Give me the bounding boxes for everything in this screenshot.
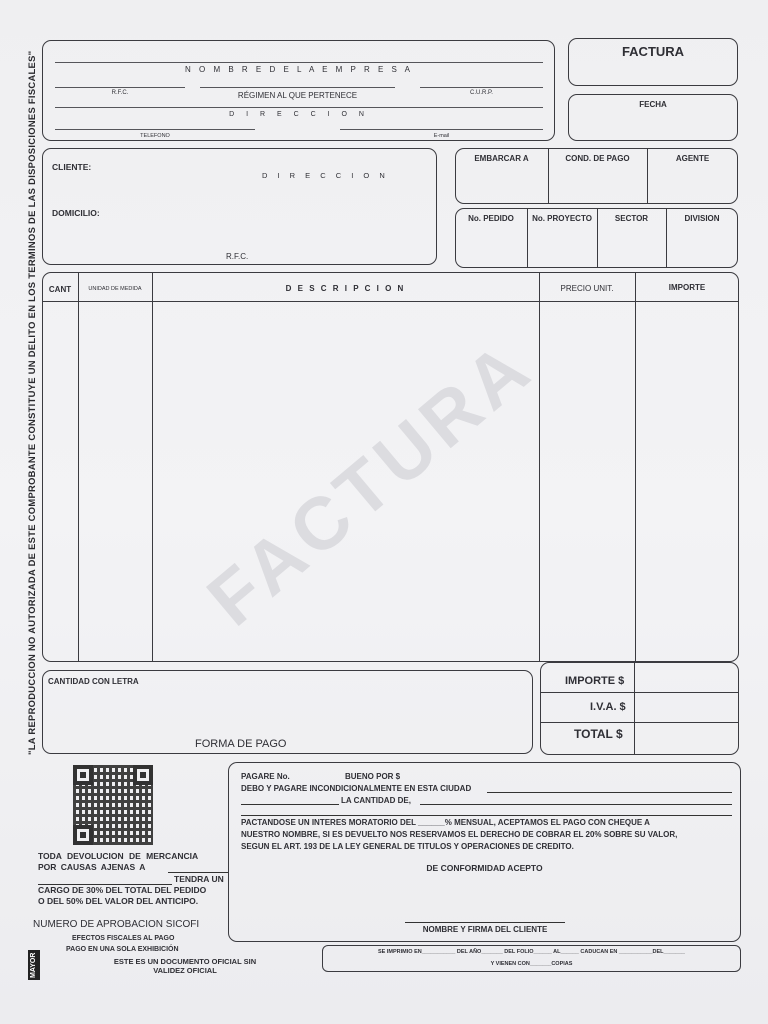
efectos-fiscales: EFECTOS FISCALES AL PAGO [72,935,175,942]
cantidad-letra-label: CANTIDAD CON LETRA [48,677,139,686]
bueno-por-label: BUENO POR $ [345,772,401,781]
client-box [42,148,437,265]
importe-label: IMPORTE $ [565,675,625,687]
pagare-p1: PACTANDOSE UN INTERES MORATORIO DEL ______% MENSUAL, ACEPTAMOS EL PAGO CON CHEQUE A [241,818,650,827]
col-precio: PRECIO UNIT. [560,284,614,293]
firma-cliente-label: NOMBRE Y FIRMA DEL CLIENTE [422,925,548,934]
col-cant: CANT [48,285,72,294]
forma-pago-label: FORMA DE PAGO [195,738,287,750]
devolucion-line4: CARGO DE 30% DEL TOTAL DEL PEDIDO [38,885,207,895]
rfc-label: R.F.C. [111,90,129,96]
col-descripcion: D E S C R I P C I O N [285,284,406,293]
regimen-label: RÉGIMEN AL QUE PERTENECE [237,91,358,100]
pago-exhibicion: PAGO EN UNA SOLA EXHIBICIÓN [66,946,179,953]
iva-label: I.V.A. $ [590,701,626,713]
devolucion-line2: POR CAUSAS AJENAS A [38,862,146,872]
telefono-label: TELEFONO [140,133,170,139]
cond-pago-label: COND. DE PAGO [565,154,630,163]
fecha-label: FECHA [639,100,667,109]
pagare-no-label: PAGARE No. [241,772,290,781]
no-pedido-label: No. PEDIDO [468,214,514,223]
cantidad-de-label: LA CANTIDAD DE, [341,796,411,805]
printer-logo: MAYOR [28,950,40,980]
email-label: E-mail [433,133,450,139]
factura-title: FACTURA [621,44,685,59]
legal-side-text: "LA REPRODUCCION NO AUTORIZADA DE ESTE COMPROBANTE CONSTITUYE UN DELITO EN LOS TERMINOS DE LAS DISPOSICIONES FISCALES" [26,50,37,755]
company-direccion-label: D I R E C C I O N [229,111,369,118]
division-label: DIVISION [684,214,720,223]
qr-code-icon [73,765,153,845]
curp-label: C.U.R.P. [470,90,493,96]
company-name-label: N O M B R E D E L A E M P R E S A [185,65,413,74]
pagare-p3: SEGUN EL ART. 193 DE LA LEY GENERAL DE TITULOS Y OPERACIONES DE CREDITO. [241,842,574,851]
imprenta-line1: SE IMPRIMIO EN___________ DEL AÑO_______ DEL FOLIO______ AL______ CADUCAN EN ___________DEL_______ [378,949,685,955]
no-proyecto-label: No. PROYECTO [532,214,592,223]
col-importe: IMPORTE [668,283,706,292]
col-unidad: UNIDAD DE MEDIDA [88,286,142,292]
cliente-label: CLIENTE: [52,162,92,172]
agente-label: AGENTE [675,154,710,163]
sector-label: SECTOR [614,214,649,223]
conformidad-label: DE CONFORMIDAD ACEPTO [426,863,543,873]
documento-oficial: ESTE ES UN DOCUMENTO OFICIAL SIN [113,957,257,966]
client-direccion-label: D I R E C C I O N [262,171,389,180]
watermark: FACTURA [191,323,549,642]
client-rfc-label: R.F.C. [226,252,249,261]
sicofi-label: NUMERO DE APROBACION SICOFI [33,919,200,930]
devolucion-line5: O DEL 50% DEL VALOR DEL ANTICIPO. [38,896,199,906]
imprenta-line2: Y VIENEN CON_______COPIAS [490,961,573,967]
pagare-p2: NUESTRO NOMBRE, SI ES DEVUELTO NOS RESERVAMOS EL DERECHO DE COBRAR EL 20% SOBRE SU VALOR, [241,830,678,839]
validez-oficial: VALIDEZ OFICIAL [153,966,217,975]
debo-pagare-label: DEBO Y PAGARE INCONDICIONALMENTE EN ESTA CIUDAD [241,784,472,793]
devolucion-line1: TODA DEVOLUCION DE MERCANCIA [38,851,199,861]
embarcar-label: EMBARCAR A [474,154,529,163]
domicilio-label: DOMICILIO: [52,208,100,218]
total-label: TOTAL $ [574,727,623,741]
devolucion-line3: TENDRA UN [174,874,224,884]
